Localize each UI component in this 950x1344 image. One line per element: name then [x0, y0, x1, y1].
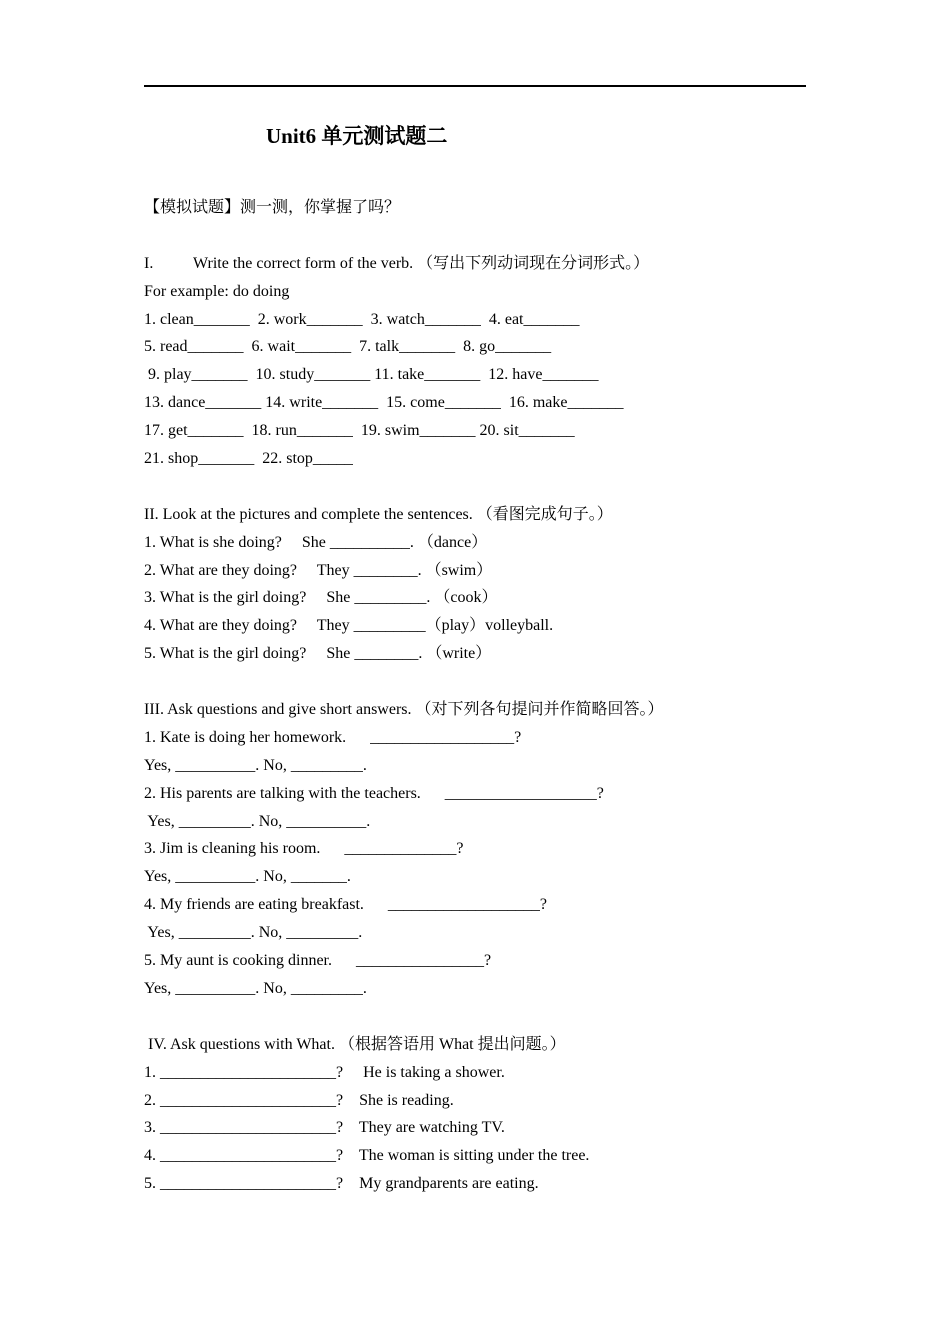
blank-line — [144, 668, 824, 696]
text-line: 4. What are they doing? They _________（play）volleyball. — [144, 617, 554, 635]
blank-line — [144, 222, 824, 250]
text-line: 3. What is the girl doing? She _________. （cook） — [144, 589, 498, 607]
text-line: 5. read_______ 6. wait_______ 7. talk_______ 8. go_______ — [144, 338, 552, 356]
text-line: 4. My friends are eating breakfast. ___________________? — [144, 896, 548, 914]
text-line: 5. What is the girl doing? She ________. （write） — [144, 645, 492, 663]
text-line: Yes, _________. No, __________. — [144, 812, 371, 830]
document-body — [144, 194, 824, 1198]
text-line: 5. ______________________? My grandparents are eating. — [144, 1175, 539, 1193]
text-line: 17. get_______ 18. run_______ 19. swim_______ 20. sit_______ — [144, 422, 575, 440]
text-line: 4. ______________________? The woman is sitting under the tree. — [144, 1147, 590, 1165]
text-line: Yes, __________. No, _______. — [144, 868, 351, 886]
text-line: For example: do doing — [144, 282, 290, 300]
text-line: 1. ______________________? He is taking a shower. — [144, 1063, 505, 1081]
text-line: 2. His parents are talking with the teachers. ___________________? — [144, 784, 604, 802]
text-line: 21. shop_______ 22. stop_____ — [144, 450, 353, 468]
text-line: 3. ______________________? They are watching TV. — [144, 1119, 505, 1137]
text-line: II. Look at the pictures and complete the sentences. （看图完成句子。） — [144, 505, 613, 523]
text-line: 2. What are they doing? They ________. （swim） — [144, 561, 493, 579]
document-title: Unit6 单元测试题二 — [266, 124, 448, 148]
text-line: Yes, _________. No, _________. — [144, 924, 363, 942]
text-line: Yes, __________. No, _________. — [144, 756, 367, 774]
text-line: 2. ______________________? She is reading. — [144, 1091, 454, 1109]
header-rule — [144, 85, 806, 87]
text-line: I. Write the correct form of the verb. （写出下列动词现在分词形式。） — [144, 254, 650, 272]
text-line: 【模拟试题】测一测，你掌握了吗？ — [144, 199, 401, 216]
text-line: III. Ask questions and give short answers. （对下列各句提问并作简略回答。） — [144, 701, 664, 719]
text-line: 13. dance_______ 14. write_______ 15. come_______ 16. make_______ — [144, 394, 624, 412]
blank-line — [144, 1003, 824, 1031]
text-line: 1. clean_______ 2. work_______ 3. watch_______ 4. eat_______ — [144, 310, 580, 328]
text-line: 1. Kate is doing her homework. __________________? — [144, 728, 522, 746]
text-line: 3. Jim is cleaning his room. ______________? — [144, 840, 464, 858]
text-line: 1. What is she doing? She __________. （dance） — [144, 533, 488, 551]
text-line: 9. play_______ 10. study_______ 11. take_______ 12. have_______ — [144, 366, 599, 384]
text-line: IV. Ask questions with What. （根据答语用 What 提出问题。） — [144, 1035, 566, 1053]
text-line: Yes, __________. No, _________. — [144, 979, 367, 997]
blank-line — [144, 473, 824, 501]
text-line: 5. My aunt is cooking dinner. ________________? — [144, 952, 492, 970]
